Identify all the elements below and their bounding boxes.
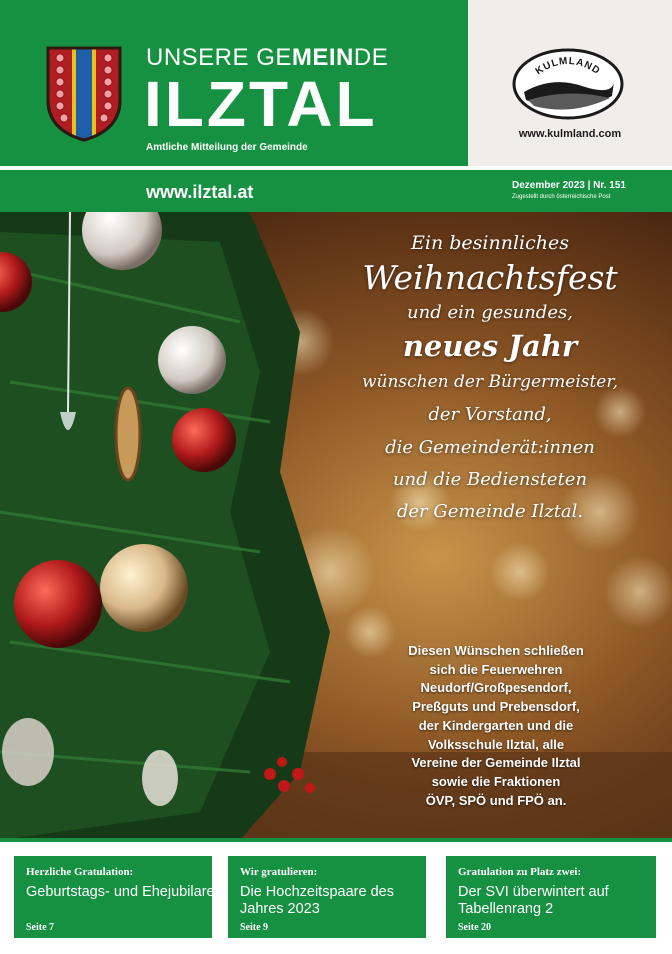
svg-text:KULMLAND: KULMLAND [533, 55, 603, 78]
teaser-title: Geburtstags- und Ehejubilare [26, 884, 215, 900]
teaser-page: Seite 7 [26, 922, 55, 933]
greeting-line: die Gemeinderät:innen [385, 437, 595, 458]
message-line: der Kindergarten und die [418, 717, 574, 733]
kulmland-logo [512, 48, 624, 120]
divider [0, 838, 672, 842]
issue-info: Dezember 2023 | Nr. 151 [512, 180, 626, 191]
municipal-crest-icon [44, 44, 124, 142]
teaser-title: Die Hochzeitspaare des Jahres 2023 [240, 884, 394, 917]
series-title: UNSERE GEMEINDE [146, 44, 389, 71]
greeting-line: der Gemeinde Ilztal. [396, 501, 584, 522]
message-line: sich die Feuerwehren [429, 661, 563, 677]
greeting-line: wünschen der Bürgermeister, [361, 372, 619, 392]
teaser-title: Der SVI überwintert auf Tabellenrang 2 [458, 884, 609, 917]
teaser-weddings[interactable] [228, 856, 426, 938]
message-line: Preßguts und Prebensdorf, [412, 699, 580, 715]
christmas-greeting [350, 230, 630, 528]
greeting-line: und die Bediensteten [392, 469, 588, 490]
greeting-line: und ein gesundes, [407, 302, 573, 323]
message-line: Vereine der Gemeinde Ilztal [411, 755, 581, 771]
teaser-football[interactable] [446, 856, 656, 938]
message-line: sowie die Fraktionen [431, 773, 561, 789]
delivery-note: Zugestellt durch österreichische Post [512, 194, 611, 200]
message-line: ÖVP, SPÖ und FPÖ an. [425, 792, 567, 808]
cover-photo [0, 212, 672, 840]
wishes-message [372, 642, 620, 810]
greeting-line: neues Jahr [402, 329, 578, 363]
message-line: Volksschule Ilztal, alle [427, 736, 565, 752]
partner-url[interactable]: www.kulmland.com [518, 128, 622, 140]
message-line: Diesen Wünschen schließen [408, 643, 584, 658]
message-line: Neudorf/Großpesendorf, [420, 680, 572, 696]
masthead-subtitle: Amtliche Mitteilung der Gemeinde [146, 142, 308, 153]
info-bar [0, 170, 672, 212]
teaser-page: Seite 9 [240, 922, 269, 933]
greeting-line: Weihnachtsfest [362, 258, 618, 297]
teaser-kicker: Wir gratulieren: [240, 866, 318, 878]
municipality-name: ILZTAL [144, 68, 378, 140]
teaser-birthdays[interactable] [14, 856, 215, 938]
teaser-page: Seite 20 [458, 922, 492, 933]
teaser-kicker: Herzliche Gratulation: [26, 866, 134, 878]
greeting-line: der Vorstand, [428, 404, 552, 425]
website-link[interactable]: www.ilztal.at [146, 182, 254, 202]
greeting-line: Ein besinnliches [411, 232, 569, 254]
teaser-kicker: Gratulation zu Platz zwei: [458, 866, 582, 878]
